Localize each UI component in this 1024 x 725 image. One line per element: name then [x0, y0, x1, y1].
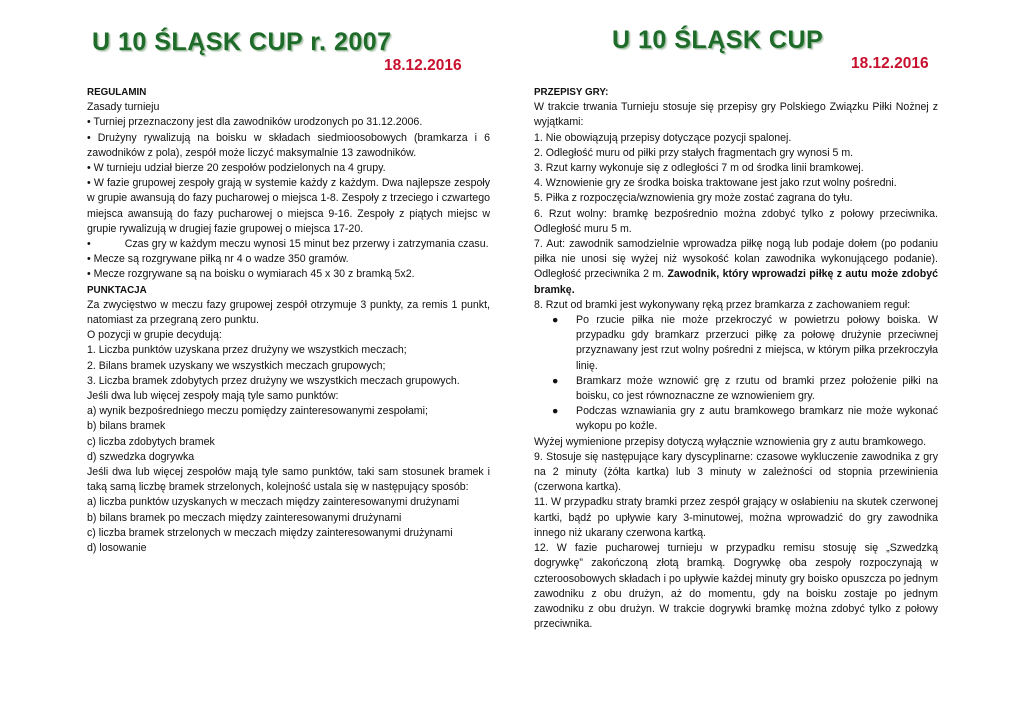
rule-line: • Mecze rozgrywane są na boisku o wymiarach 45 x 30 z bramką 5x2. — [87, 268, 415, 281]
score-line: Jeśli dwa lub więcej zespoły mają tyle samo punktów: — [87, 390, 339, 403]
list-item — [552, 313, 938, 374]
rule-line: 6. Rzut wolny: bramkę bezpośrednio można zdobyć tylko z połowy przeciwnika. Odległość muru 5 m. — [534, 207, 938, 235]
score-line: 1. Liczba punktów uzyskana przez drużyny we wszystkich meczach; — [87, 344, 407, 357]
list-item — [552, 374, 938, 404]
bullet-marker: ● — [552, 374, 559, 387]
score-line: c) liczba zdobytych bramek — [87, 435, 215, 448]
aut-rule — [534, 237, 938, 298]
score-line: 2. Bilans bramek uzyskany we wszystkich meczach grupowych; — [87, 359, 386, 372]
score-line: O pozycji w grupie decydują: — [87, 329, 222, 342]
score-line: b) bilans bramek — [87, 420, 166, 433]
list-item-text: Podczas wznawiania gry z autu bramkowego bramkarz nie może wykonać wykopu po koźle. — [576, 405, 938, 433]
goal-kick-list — [534, 313, 938, 435]
przepisy-heading: PRZEPISY GRY: — [534, 87, 609, 98]
right-title: U 10 ŚLĄSK CUP — [612, 26, 824, 54]
bullet-marker: ● — [552, 314, 559, 327]
regulamin-heading: REGULAMIN — [87, 87, 147, 98]
list-item — [552, 404, 938, 434]
score-line: d) szwedzka dogrywka — [87, 450, 195, 463]
right-column — [534, 85, 938, 632]
score-line: b) bilans bramek po meczach między zainteresowanymi drużynami — [87, 511, 402, 524]
bullet-marker: ● — [552, 405, 559, 418]
rule-line: • W fazie grupowej zespoły grają w systemie każdy z każdym. Dwa najlepsze zespoły w grupie awansują do fazy pucharowej o miejsca 1-8. Zespoły z trzeciego i czwartego miejsca awansują do fazy pucharowej o miejsca 9-16. Zespoły z piątych miejsc w grupie rywalizują w drugiej fazie grupowej o miejsca 17-20. — [87, 177, 490, 235]
rule-line: 8. Rzut od bramki jest wykonywany ręką przez bramkarza z zachowaniem reguł: — [534, 298, 911, 311]
score-line: d) losowanie — [87, 542, 147, 555]
aut-bold-text: Zawodnik, który wprowadzi piłkę z autu może zdobyć bramkę. — [534, 268, 939, 296]
rule-line: 3. Rzut karny wykonuje się z odległości 7 m od środka linii bramkowej. — [534, 162, 864, 175]
score-line: a) liczba punktów uzyskanych w meczach między zainteresowanymi drużynami — [87, 496, 460, 509]
rule-line: Zasady turnieju — [87, 101, 160, 114]
rule-line: • W turnieju udział bierze 20 zespołów podzielonych na 4 grupy. — [87, 162, 386, 175]
rule-line: Wyżej wymienione przepisy dotyczą wyłącznie wznowienia gry z autu bramkowego. — [534, 435, 927, 448]
score-line: a) wynik bezpośredniego meczu pomiędzy zainteresowanymi zespołami; — [87, 405, 428, 418]
aut-text: 7. Aut: zawodnik samodzielnie wprowadza piłkę nogą lub podaje dołem (po podaniu piłka nie unosi się wyżej niż wysokość kolan zawodnika wykonującego podanie). Odległość przeciwnika 2 m. — [534, 238, 938, 281]
left-title: U 10 ŚLĄSK CUP r. 2007 — [92, 28, 392, 56]
rule-line: W trakcie trwania Turnieju stosuje się przepisy gry Polskiego Związku Piłki Nożnej z wyjątkami: — [534, 101, 938, 129]
rule-line: 11. W przypadku straty bramki przez zespół grający w osłabieniu na skutek czerwonej kartki, bądź po upływie kary 3-minutowej, można wprowadzić do gry zawodnika innego niż ukarany czerwona kartką. — [534, 496, 938, 539]
rule-line: 4. Wznowienie gry ze środka boiska traktowane jest jako rzut wolny pośredni. — [534, 177, 897, 190]
list-item-text: Bramkarz może wznowić grę z rzutu od bramki przez położenie piłki na boisku, co jest równoznaczne ze wznowieniem gry. — [576, 374, 938, 403]
rule-line-time — [87, 237, 490, 252]
punktacja-heading: PUNKTACJA — [87, 284, 147, 296]
left-column — [87, 85, 490, 556]
time-text: Czas gry w każdym meczu wynosi 15 minut bez przerwy i zatrzymania czasu. — [124, 238, 489, 251]
rule-line: 1. Nie obowiązują przepisy dotyczące pozycji spalonej. — [534, 131, 792, 144]
left-date: 18.12.2016 — [384, 57, 462, 74]
score-line: Jeśli dwa lub więcej zespołów mają tyle samo punktów, taki sam stosunek bramek i taką samą liczbę bramek strzelonych, kolejność ustala się w następujący sposób: — [87, 466, 490, 494]
rule-line: 5. Piłka z rozpoczęcia/wznowienia gry może zostać zagrana do tyłu. — [534, 192, 853, 205]
rule-line: • Turniej przeznaczony jest dla zawodników urodzonych po 31.12.2006. — [87, 116, 423, 129]
right-date: 18.12.2016 — [851, 55, 929, 72]
rule-line: 12. W fazie pucharowej turnieju w przypadku remisu stosuję się „Szwedzką dogrywkę” zakończoną złotą bramką. Dogrywkę oba zespoły rozpoczynają w czteroosobowych składach i po upływie każdej minuty gry boisko opuszcza po jednym zawodniku z obu drużyn, aż do momentu, gdy na boisku zostaje po jednym zawodniku z obu drużyn. W trakcie dogrywki bramkę można zdobyć tylko z połowy przeciwnika. — [534, 542, 938, 631]
bullet-marker: • — [87, 238, 91, 251]
score-line: 3. Liczba bramek zdobytych przez drużyny we wszystkich meczach grupowych. — [87, 374, 460, 387]
rule-line: 9. Stosuje się następujące kary dyscyplinarne: czasowe wykluczenie zawodnika z gry na 2 minuty (żółta kartka) lub 3 minuty w zależności od stopnia przewinienia (czerwona kartka). — [534, 450, 938, 494]
rule-line: 2. Odległość muru od piłki przy stałych fragmentach gry wynosi 5 m. — [534, 146, 854, 159]
rule-line: • Mecze są rozgrywane piłką nr 4 o wadze 350 gramów. — [87, 253, 349, 266]
list-item-text: Po rzucie piłka nie może przekroczyć w powietrzu połowy boiska. W przypadku gdy bramkarz przerzuci piłkę za połowę drużynie przeciwnej przyznawany jest rzut wolny pośredni z miejsca, w którym piłka przekroczyła linię. — [576, 314, 938, 372]
score-line: Za zwycięstwo w meczu fazy grupowej zespół otrzymuje 3 punkty, za remis 1 punkt, natomiast za przegraną zero punktu. — [87, 298, 490, 327]
score-line: c) liczba bramek strzelonych w meczach między zainteresowanymi drużynami — [87, 526, 453, 539]
rule-line: • Drużyny rywalizują na boisku w składach siedmioosobowych (bramkarza i 6 zawodników z pola), zespół może liczyć maksymalnie 13 zawodników. — [87, 131, 490, 159]
